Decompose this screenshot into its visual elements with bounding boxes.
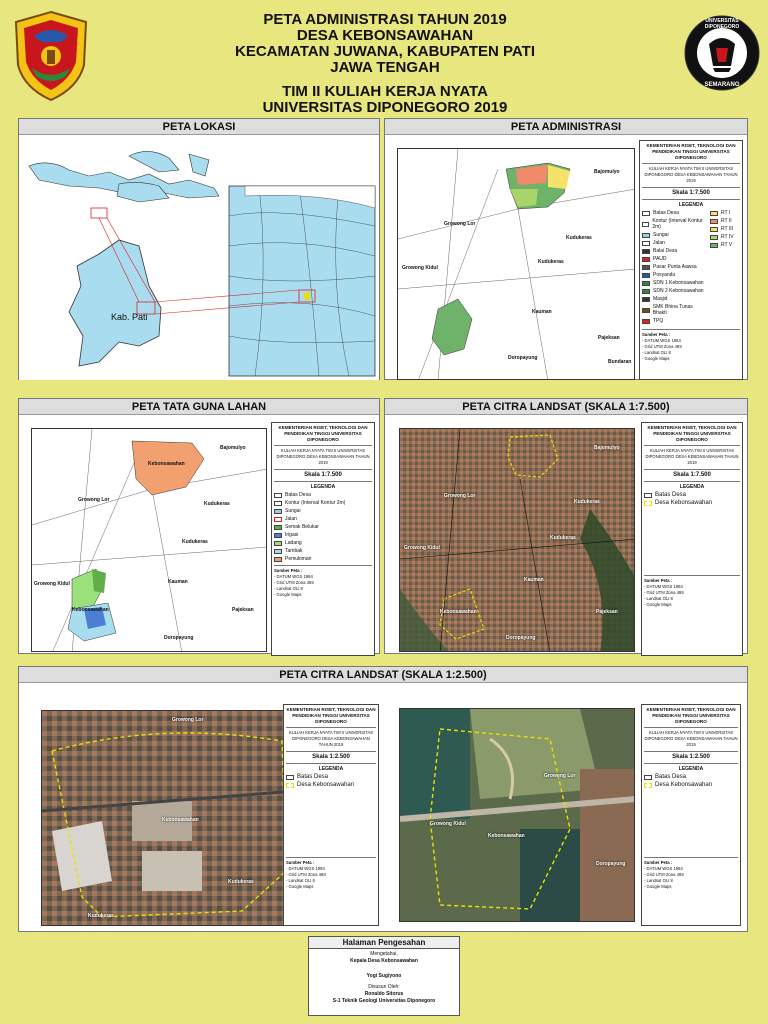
place-kudukeras-2: Kudukeras <box>182 539 208 545</box>
field-swatch <box>274 541 282 546</box>
legend-item: Ladang <box>274 540 372 546</box>
legend-item: Pemukiman <box>274 556 372 562</box>
legend-item: Sungai <box>274 508 372 514</box>
place-growong-lor: Growong Lor <box>544 773 576 779</box>
place-doropayung: Doropayung <box>508 355 538 361</box>
citra-7500-map <box>399 428 635 652</box>
legend-head: LEGENDA <box>644 481 740 490</box>
legend-item: Balai Desa <box>642 248 706 254</box>
legend-item: Masjid <box>642 296 706 302</box>
panel-peta-tata-guna-lahan <box>18 398 380 654</box>
subtitle-line-2: UNIVERSITAS DIPONEGORO 2019 <box>262 99 508 116</box>
place-pajeksan: Pajeksan <box>598 335 620 341</box>
place-kudukeras-2: Kudukeras <box>550 535 576 541</box>
legend-item: Pasar Punta Aawsa <box>642 264 706 270</box>
legend-item: Jalan <box>642 240 706 246</box>
legend-item: PAUD <box>642 256 706 262</box>
citra-2500-legend-a <box>283 704 379 926</box>
legend-item: SDN 1 Kebonsawahan <box>642 280 706 286</box>
place-kudukeras-2: Kudukeras <box>88 913 114 919</box>
citra-7500-imagery <box>400 429 635 652</box>
legend-item: Semak Belukar <box>274 524 372 530</box>
legend-institution: KEMENTERIAN RISET, TEKNOLOGI DAN PENDIDIKAN TINGGI UNIVERSITAS DIPONEGORO <box>646 707 736 724</box>
village-swatch <box>286 783 294 788</box>
place-kebonsawahan: Kebonsawahan <box>162 817 199 823</box>
legend-item: Kontur (Interval Kontur 2m) <box>274 500 372 506</box>
place-growong-lor: Growong Lor <box>444 221 476 227</box>
place-pajeksan: Pajeksan <box>232 607 254 613</box>
place-growong-lor: Growong Lor <box>444 493 476 499</box>
place-doropayung: Doropayung <box>596 861 626 867</box>
rt-item: RT II <box>710 218 740 224</box>
legend-head: LEGENDA <box>286 763 376 772</box>
legend-institution: KEMENTERIAN RISET, TEKNOLOGI DAN PENDIDIKAN TINGGI UNIVERSITAS DIPONEGORO <box>278 425 368 442</box>
place-kauman: Kauman <box>532 309 552 315</box>
place-kauman: Kauman <box>524 577 544 583</box>
approval-title: Halaman Pengesahan <box>309 937 459 949</box>
tpq-icon <box>642 319 650 324</box>
river-swatch <box>274 509 282 514</box>
boundary-swatch <box>286 775 294 780</box>
legend-institution: KEMENTERIAN RISET, TEKNOLOGI DAN PENDIDIKAN TINGGI UNIVERSITAS DIPONEGORO <box>647 425 737 442</box>
legend-item: Batas Desa <box>286 774 376 780</box>
village-swatch <box>644 783 652 788</box>
place-growong-lor: Growong Lor <box>172 717 204 723</box>
place-doropayung: Doropayung <box>506 635 536 641</box>
place-kebonsawahan: Kebonsawahan <box>148 461 185 467</box>
shrub-swatch <box>274 525 282 530</box>
legend-scale: Skala 1:7.500 <box>274 469 372 478</box>
rt-swatch <box>710 243 718 248</box>
place-pajeksan: Pajeksan <box>596 609 618 615</box>
place-kudukeras-2: Kudukeras <box>538 259 564 265</box>
school-icon <box>642 308 650 313</box>
place-kudukeras: Kudukeras <box>204 501 230 507</box>
place-growong-kidul: Growong Kidul <box>34 581 70 587</box>
logo-right-caption-bottom: SEMARANG <box>704 82 740 88</box>
legend-item: Desa Kebonsawahan <box>644 500 740 506</box>
title-line-1: PETA ADMINISTRASI TAHUN 2019 <box>263 11 507 28</box>
place-bajomulyo: Bajomulyo <box>594 445 620 451</box>
legend-head: LEGENDA <box>642 199 740 208</box>
panel-peta-lokasi <box>18 118 380 380</box>
boundary-swatch <box>644 775 652 780</box>
legend-scale: Skala 1:7.500 <box>642 187 740 196</box>
title-line-4: JAWA TENGAH <box>330 59 440 76</box>
legend-item: Desa Kebonsawahan <box>644 782 738 788</box>
place-kudukeras: Kudukeras <box>228 879 254 885</box>
place-kebonsawahan-2: Kebonsawahan <box>72 607 109 613</box>
river-swatch <box>642 233 650 238</box>
school-icon <box>642 289 650 294</box>
road-swatch <box>274 517 282 522</box>
legend-team: KULIAH KERJA NYATA TIM II UNIVERSITAS DIPONEGORO DESA KEBONSAWAHAN TAHUN 2019 <box>286 727 376 748</box>
legend-scale: Skala 1:7.500 <box>644 469 740 478</box>
legend-head: LEGENDA <box>274 481 372 490</box>
boundary-swatch <box>642 211 650 216</box>
panel-peta-administrasi <box>384 118 748 380</box>
legend-item: Batas Desa <box>644 774 738 780</box>
legend-item: SMK Bhina Tunas Bhakti <box>642 304 706 316</box>
place-doropayung: Doropayung <box>164 635 194 641</box>
village-hall-icon <box>642 249 650 254</box>
legend-team: KULIAH KERJA NYATA TIM II UNIVERSITAS DIPONEGORO DESA KEBONSAWAHAN TAHUN 2019 <box>642 163 740 184</box>
legend-item: Desa Kebonsawahan <box>286 782 376 788</box>
approval-author-program: S-1 Teknik Geologi Universitas Diponegoro <box>332 998 436 1004</box>
rt-item: RT III <box>710 226 740 232</box>
legend-institution: KEMENTERIAN RISET, TEKNOLOGI DAN PENDIDIKAN TINGGI UNIVERSITAS DIPONEGORO <box>286 707 376 724</box>
approval-known-by: Mengetahui, <box>370 951 398 957</box>
place-bajomulyo: Bajomulyo <box>594 169 620 175</box>
rt-item: RT I <box>710 210 740 216</box>
legend-sources: Sumber Peta : - DATUM WGS 1984 - Grid UTM Zona 49S - Landsat OLI 8 - Google Maps <box>644 575 740 608</box>
legend-head: LEGENDA <box>644 763 738 772</box>
rt-item: RT V <box>710 242 740 248</box>
legend-team: KULIAH KERJA NYATA TIM II UNIVERSITAS DIPONEGORO DESA KEBONSAWAHAN TAHUN 2019 <box>644 727 738 748</box>
administrasi-map <box>397 148 635 380</box>
citra-2500-map-a <box>41 710 295 926</box>
approval-block <box>308 936 460 1016</box>
paud-icon <box>642 257 650 262</box>
lokasi-map <box>19 136 379 379</box>
market-icon <box>642 265 650 270</box>
school-icon <box>642 281 650 286</box>
citra-2500-imagery-b <box>400 709 635 922</box>
approval-role: Kepala Desa Kebonsawahan <box>350 958 418 964</box>
kab-pati-label: Kab. Pati <box>111 312 148 322</box>
legend-item: Posyandu <box>642 272 706 278</box>
legend-item: Kontur (Interval Kontur 2m) <box>642 218 706 230</box>
posyandu-icon <box>642 273 650 278</box>
place-bundaran: Bundaran <box>608 359 632 365</box>
rt-swatch <box>710 235 718 240</box>
title-block <box>150 12 620 116</box>
legend-scale: Skala 1:2.500 <box>286 751 376 760</box>
legend-sources: Sumber Peta : - DATUM WGS 1984 - Grid UTM Zona 49S - Landsat OLI 8 - Google Maps <box>286 857 376 890</box>
settlement-swatch <box>274 557 282 562</box>
legend-institution: KEMENTERIAN RISET, TEKNOLOGI DAN PENDIDIKAN TINGGI UNIVERSITAS DIPONEGORO <box>646 143 736 160</box>
irrigation-swatch <box>274 533 282 538</box>
panel-title: PETA TATA GUNA LAHAN <box>19 399 379 415</box>
pond-swatch <box>274 549 282 554</box>
legend-item: Sungai <box>642 232 706 238</box>
contour-swatch <box>274 501 282 506</box>
citra-7500-legend <box>641 422 743 656</box>
title-line-2: DESA KEBONSAWAHAN <box>296 27 474 44</box>
subtitle-line-1: TIM II KULIAH KERJA NYATA <box>282 83 488 100</box>
place-bajomulyo: Bajomulyo <box>220 445 246 451</box>
citra-2500-legend-b <box>641 704 741 926</box>
place-kebonsawahan: Kebonsawahan <box>488 833 525 839</box>
rt-item: RT IV <box>710 234 740 240</box>
legend-team: KULIAH KERJA NYATA TIM II UNIVERSITAS DIPONEGORO DESA KEBONSAWAHAN TAHUN 2019 <box>644 445 740 466</box>
legend-sources: Sumber Peta : - DATUM WGS 1984 - Grid UTM Zona 49S - Landsat OLI 8 - Google Maps <box>644 857 738 890</box>
panel-title: PETA CITRA LANDSAT (SKALA 1:7.500) <box>385 399 747 415</box>
legend-sources: Sumber Peta : - DATUM WGS 1984 - Grid UTM Zona 49S - Landsat OLI 8 - Google Maps <box>274 565 372 598</box>
place-growong-kidul: Growong Kidul <box>402 265 438 271</box>
legend-sources: Sumber Peta : - DATUM WGS 1984 - Grid UTM Zona 49S - Landsat OLI 8 - Google Maps <box>642 329 740 362</box>
pati-regency-logo <box>12 10 90 102</box>
legend-item: TPQ <box>642 318 706 324</box>
guna-lahan-map <box>31 428 267 652</box>
contour-swatch <box>642 222 649 227</box>
legend-team: KULIAH KERJA NYATA TIM II UNIVERSITAS DIPONEGORO DESA KEBONSAWAHAN TAHUN 2019 <box>274 445 372 466</box>
mosque-icon <box>642 297 650 302</box>
boundary-swatch <box>274 493 282 498</box>
logo-right-caption-top: UNIVERSITAS DIPONEGORO <box>704 18 740 30</box>
legend-item: Batas Desa <box>644 492 740 498</box>
rt-swatch <box>710 211 718 216</box>
legend-scale: Skala 1:2.500 <box>644 751 738 760</box>
place-growong-kidul: Growong Kidul <box>404 545 440 551</box>
place-kebonsawahan: Kebonsawahan <box>440 609 477 615</box>
place-growong-kidul: Growong Kidul <box>430 821 466 827</box>
road-swatch <box>642 241 650 246</box>
legend-item: Jalan <box>274 516 372 522</box>
approval-made-by: Disusun Oleh: <box>368 984 400 990</box>
approval-signer: Yogi Sugiyono <box>366 973 402 979</box>
rt-swatch <box>710 219 718 224</box>
administrasi-legend <box>639 140 743 380</box>
village-swatch <box>644 501 652 506</box>
lokasi-map-svg <box>19 136 379 380</box>
panel-title: PETA ADMINISTRASI <box>385 119 747 135</box>
legend-item: Batas Desa <box>274 492 372 498</box>
legend-item: Batas Desa <box>642 210 706 216</box>
guna-lahan-legend <box>271 422 375 656</box>
panel-peta-citra-7500 <box>384 398 748 654</box>
rt-swatch <box>710 227 718 232</box>
approval-author: Ronaldo Sitorus <box>364 991 404 997</box>
place-kudukeras: Kudukeras <box>574 499 600 505</box>
panel-title: PETA CITRA LANDSAT (SKALA 1:2.500) <box>19 667 747 683</box>
citra-2500-map-b <box>399 708 635 922</box>
place-kauman: Kauman <box>168 579 188 585</box>
panel-title: PETA LOKASI <box>19 119 379 135</box>
place-growong-lor: Growong Lor <box>78 497 110 503</box>
legend-item: Tambak <box>274 548 372 554</box>
title-line-3: KECAMATAN JUWANA, KABUPATEN PATI <box>235 43 535 60</box>
panel-peta-citra-2500 <box>18 666 748 932</box>
legend-item: SDN 2 Kebonsawahan <box>642 288 706 294</box>
place-kudukeras: Kudukeras <box>566 235 592 241</box>
boundary-swatch <box>644 493 652 498</box>
legend-item: Irigasi <box>274 532 372 538</box>
